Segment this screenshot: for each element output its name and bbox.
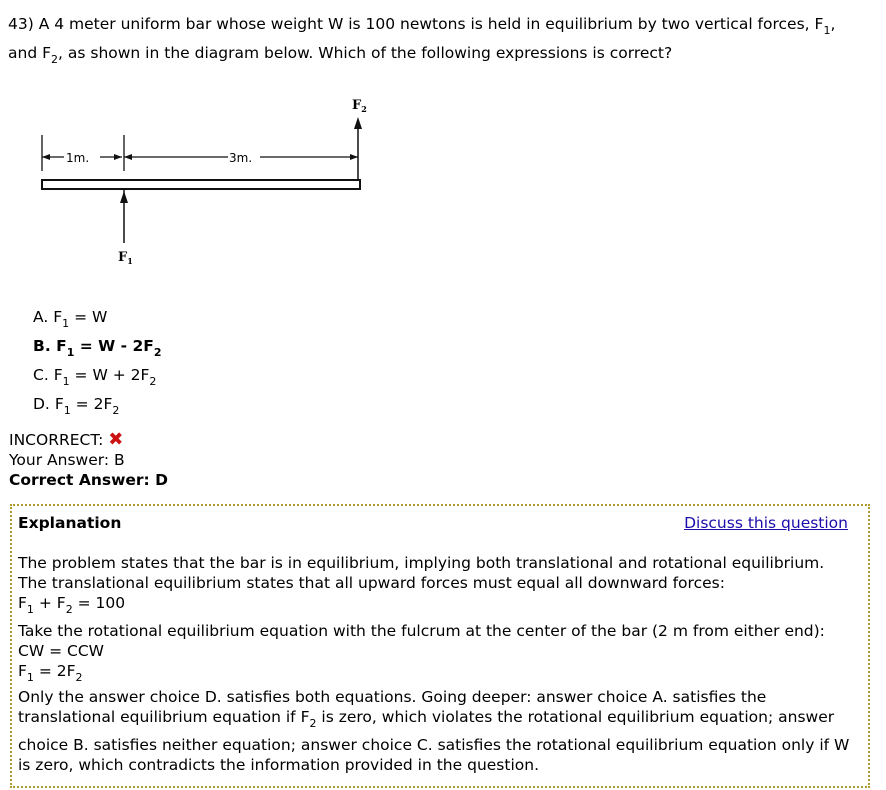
equation-rotational: $F_1 = 2F_2$: [18, 662, 83, 684]
your-answer: Your Answer: B: [9, 451, 125, 469]
label-f1: $F_1$: [118, 250, 133, 266]
correct-answer: Correct Answer: D: [9, 471, 169, 489]
f2-arrow-head: [354, 117, 362, 129]
discuss-question-link[interactable]: Discuss this question: [684, 514, 848, 532]
x-mark-icon: ✖: [108, 429, 124, 450]
label-1m: 1m.: [66, 151, 90, 165]
dim-1m-arrow-right: [114, 154, 122, 160]
answer-choices: [33, 303, 162, 419]
result-status: INCORRECT:: [9, 431, 104, 449]
dim-3m-arrow-right: [350, 154, 358, 160]
label-3m: 3m.: [229, 151, 253, 165]
question-text: 43) A 4 meter uniform bar whose weight W is 100 newtons is held in equilibrium by two vertical forces, $F_1$, and $F_2$, as shown in the diagram below. Which of the following expressions is correct?: [8, 15, 836, 66]
result-block: [9, 430, 168, 490]
bar-diagram: [0, 95, 380, 275]
dim-1m-arrow-left: [42, 154, 50, 160]
choice-b[interactable]: B. $F_1 = W - 2F_2$: [33, 337, 162, 359]
explanation-body: The problem states that the bar is in equilibrium, implying both translational and rotational equilibrium. The translational equilibrium states that all upward forces must equal all downward forces: $F_1 + F_2 = 100$ Take the rotational equilibrium equation with the fulcrum at the center of the bar (2 m from either end): CW = CCW $F_1 = 2F_2$ Only the answer choice D. satisfies both equations. Going deeper: answer choice A. satisfies the translational equilibrium equation if $F_2$ is zero, which violates the rotational equilibrium equation; answer choice B. satisfies neither equation; answer choice C. satisfies the rotational equilibrium equation only if W is zero, which contradicts the information provided in the question.: [18, 553, 858, 775]
label-f2: $F_2$: [352, 98, 367, 114]
choice-d[interactable]: D. $F_1 = 2F_2$: [33, 395, 120, 417]
f1-arrow-head: [120, 191, 128, 203]
choice-c[interactable]: C. $F_1 = W + 2F_2$: [33, 366, 157, 388]
dim-3m-arrow-left: [124, 154, 132, 160]
explanation-title: Explanation: [18, 514, 122, 532]
equation-translational: $F_1 + F_2 = 100$: [18, 594, 126, 616]
question-number: 43): [8, 15, 34, 33]
explanation-box: [10, 504, 870, 788]
choice-a[interactable]: A. $F_1 = W$: [33, 308, 108, 330]
uniform-bar: [42, 180, 360, 189]
